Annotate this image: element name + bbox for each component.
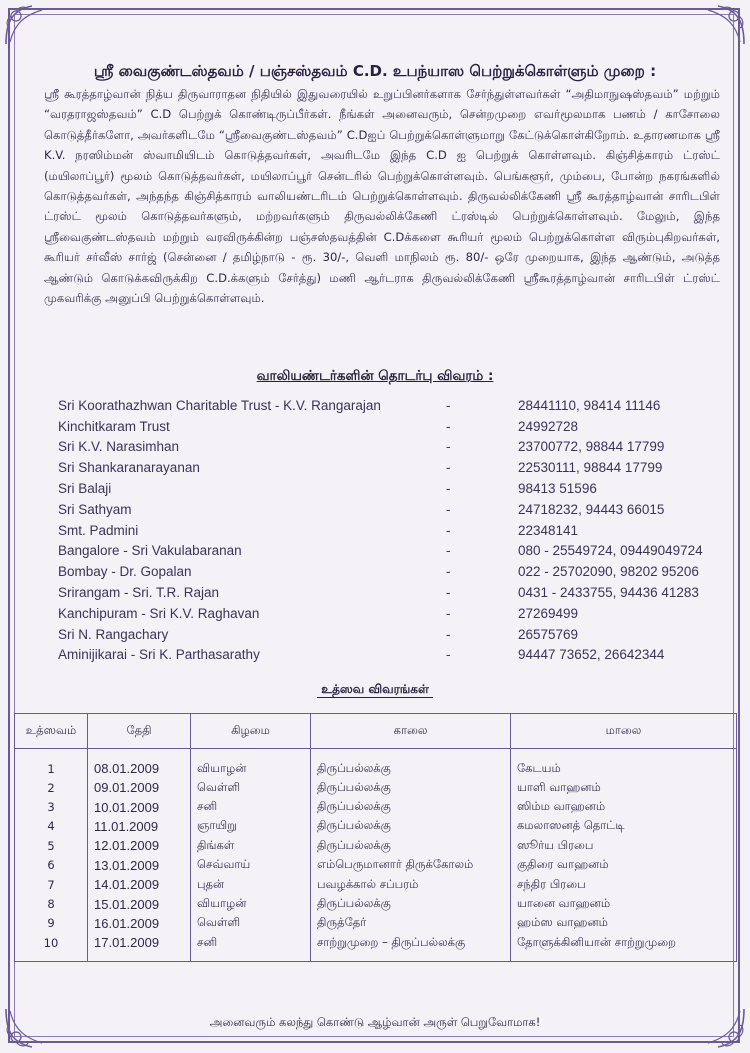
contact-phone: 27269499 bbox=[518, 605, 579, 621]
cell-date: 09.01.2009 bbox=[88, 778, 191, 797]
cell-number: 5 bbox=[15, 836, 88, 855]
cell-day: வெள்ளி bbox=[191, 914, 311, 933]
contact-separator: - bbox=[446, 626, 451, 642]
contact-separator: - bbox=[446, 397, 451, 413]
instructions-paragraph: ஸ்ரீ கூரத்தாழ்வான் நித்ய திருவாராதன நிதியில் இதுவரையில் உறுப்பினர்களாக சேர்ந்துள்ளவர்கள் “அதிமாநுஷஸ்தவம்” மற்றும் “வரதராஜஸ்தவம்” C.D பெற்றுக் கொண்டிருப்பீர்கள். நீங்கள் அனைவரும், சென்றமுறை எவர்மூலமாக பணம் / காசோலை கொடுத்தீர்களோ, அவர்களிடமே “ஸ்ரீவைகுண்டஸ்தவம்” C.Dஐப் பெற்றுக்கொள்ளுமாறு கேட்டுக்கொள்கிறோம். உதாரணமாக ஸ்ரீ K.V. நரஸிம்மன் ஸ்வாமியிடம் கொடுத்தவர்கள், அவரிடமே இந்த C.D ஐ பெற்றுக் கொள்ளவும். கிஞ்சித்காரம் ட்ரஸ்ட் (மயிலாப்பூர்) மூலம் கொடுத்தவர்கள், மயிலாப்பூர் சென்டரில் பெற்றுக்கொள்ளவும். பெங்களூர், மும்பை, போன்ற நகரங்களில் கொடுத்தவர்கள், அந்தந்த கிஞ்சித்காரம் வாலியண்டரிடம் பெற்றுக்கொள்ளவும். திருவல்லிக்கேணி ஸ்ரீ கூரத்தாழ்வான் சாரிடபிள் ட்ரஸ்ட் மூலம் கொடுத்தவர்களும், மற்றவர்களும் திருவல்லிக்கேணி ட்ரஸ்டில் பெற்றுக்கொள்ளவும். மேலும், இந்த ஸ்ரீவைகுண்டஸ்தவம் மற்றும் வரவிருக்கின்ற பஞ்சஸ்தவத்தின் C.Dக்களை கூரியர் மூலம் பெற்றுக்கொள்ள விரும்புகிறவர்கள், கூரியர் சர்வீஸ் சார்ஜ் (சென்னை / தமிழ்நாடு - ரூ. 30/-, வெளி மாநிலம் ரூ. 80/- ஒரே முறையாக, இந்த ஆண்டும், அடுத்த ஆண்டும் கொடுக்கவிருக்கிற C.D.க்களும் சேர்த்து) மணி ஆர்டராக திருவல்லிக்கேணி ஸ்ரீகூரத்தாழ்வான் சாரிடபிள் ட்ரஸ்ட் முகவரிக்கு அனுப்பி பெற்றுக்கொள்ளவும். bbox=[44, 87, 720, 306]
table-header-row bbox=[15, 714, 737, 749]
contacts-heading: வாலியண்டர்களின் தொடர்பு விவரம் : bbox=[256, 368, 494, 384]
contact-phone: 28441110, 98414 11146 bbox=[518, 397, 661, 413]
contact-row bbox=[58, 603, 718, 624]
cell-morning: எம்பெருமானார் திருக்கோலம் bbox=[311, 856, 511, 875]
cell-morning: திருப்பல்லக்கு bbox=[311, 836, 511, 855]
table-row bbox=[15, 797, 737, 816]
table-row bbox=[15, 914, 737, 933]
contact-name: Sri Shankaranarayanan bbox=[58, 460, 200, 476]
contact-name: Kanchipuram - Sri K.V. Raghavan bbox=[58, 605, 260, 621]
contact-phone: 98413 51596 bbox=[518, 481, 597, 497]
cell-evening: கேடயம் bbox=[511, 749, 737, 779]
column-header-day: கிழமை bbox=[191, 714, 311, 749]
contact-phone: 26575769 bbox=[518, 626, 579, 642]
cell-morning: பவழக்கால் சப்பரம் bbox=[311, 875, 511, 894]
cell-date: 17.01.2009 bbox=[88, 933, 191, 961]
cell-day: சனி bbox=[191, 933, 311, 961]
column-header-morning: காலை bbox=[311, 714, 511, 749]
cell-morning: திருப்பல்லக்கு bbox=[311, 778, 511, 797]
events-table bbox=[14, 713, 737, 962]
contact-row bbox=[58, 416, 718, 437]
contact-separator: - bbox=[446, 501, 451, 517]
page-title: ஸ்ரீ வைகுண்டஸ்தவம் / பஞ்சஸ்தவம் C.D. உபந்யாஸ பெற்றுக்கொள்ளும் முறை : bbox=[93, 62, 657, 80]
cell-evening: யாளி வாஹனம் bbox=[511, 778, 737, 797]
cell-day: திங்கள் bbox=[191, 836, 311, 855]
contact-separator: - bbox=[446, 418, 451, 434]
cell-number: 2 bbox=[15, 778, 88, 797]
cell-evening: சந்திர பிரபை bbox=[511, 875, 737, 894]
table-row bbox=[15, 778, 737, 797]
contact-separator: - bbox=[446, 460, 451, 476]
cell-number: 10 bbox=[15, 933, 88, 961]
cell-date: 11.01.2009 bbox=[88, 817, 191, 836]
footer-blessing: அனைவரும் கலந்து கொண்டு ஆழ்வான் அருள் பெறுவோமாக! bbox=[209, 1015, 541, 1029]
cell-day: ஞாயிறு bbox=[191, 817, 311, 836]
contact-separator: - bbox=[446, 647, 451, 663]
contact-name: Bombay - Dr. Gopalan bbox=[58, 564, 192, 580]
contact-phone: 22530111, 98844 17799 bbox=[518, 460, 663, 476]
table-row bbox=[15, 836, 737, 855]
contact-row bbox=[58, 499, 718, 520]
cell-morning: திருப்பல்லக்கு bbox=[311, 817, 511, 836]
contact-separator: - bbox=[446, 439, 451, 455]
table-row bbox=[15, 817, 737, 836]
cell-morning: திருப்பல்லக்கு bbox=[311, 797, 511, 816]
floral-corner-ornament-icon bbox=[2, 2, 48, 48]
contact-separator: - bbox=[446, 543, 451, 559]
contact-name: Sri K.V. Narasimhan bbox=[58, 439, 180, 455]
contacts-list bbox=[58, 395, 718, 665]
cell-number: 3 bbox=[15, 797, 88, 816]
cell-number: 4 bbox=[15, 817, 88, 836]
column-header-utsavam: உத்ஸவம் bbox=[15, 714, 88, 749]
cell-number: 6 bbox=[15, 856, 88, 875]
contact-separator: - bbox=[446, 605, 451, 621]
contact-name: Smt. Padmini bbox=[58, 522, 139, 538]
contact-row bbox=[58, 437, 718, 458]
table-row bbox=[15, 933, 737, 961]
contact-name: Sri Koorathazhwan Charitable Trust - K.V. Rangarajan bbox=[58, 397, 381, 413]
cell-date: 15.01.2009 bbox=[88, 894, 191, 913]
contact-phone: 94447 73652, 26642344 bbox=[518, 647, 665, 663]
cell-number: 7 bbox=[15, 875, 88, 894]
cell-evening: குதிரை வாஹனம் bbox=[511, 856, 737, 875]
cell-evening: ஸிம்ம வாஹனம் bbox=[511, 797, 737, 816]
contact-name: Bangalore - Sri Vakulabaranan bbox=[58, 543, 242, 559]
contact-row bbox=[58, 520, 718, 541]
cell-day: செவ்வாய் bbox=[191, 856, 311, 875]
contact-phone: 23700772, 98844 17799 bbox=[518, 439, 665, 455]
contact-phone: 24718232, 94443 66015 bbox=[518, 501, 665, 517]
cell-evening: ஸூர்ய பிரபை bbox=[511, 836, 737, 855]
events-heading: உத்ஸவ விவரங்கள் bbox=[317, 682, 433, 698]
contact-separator: - bbox=[446, 585, 451, 601]
cell-date: 13.01.2009 bbox=[88, 856, 191, 875]
contact-phone: 24992728 bbox=[518, 418, 579, 434]
table-row bbox=[15, 875, 737, 894]
cell-date: 08.01.2009 bbox=[88, 749, 191, 779]
contact-phone: 022 - 25702090, 98202 95206 bbox=[518, 564, 699, 580]
contact-row bbox=[58, 561, 718, 582]
contact-row bbox=[58, 478, 718, 499]
cell-morning: திருப்பல்லக்கு bbox=[311, 894, 511, 913]
cell-date: 16.01.2009 bbox=[88, 914, 191, 933]
table-row bbox=[15, 749, 737, 779]
cell-evening: ஹம்ஸ வாஹனம் bbox=[511, 914, 737, 933]
cell-evening: யானை வாஹனம் bbox=[511, 894, 737, 913]
cell-number: 1 bbox=[15, 749, 88, 779]
contact-phone: 080 - 25549724, 09449049724 bbox=[518, 543, 703, 559]
cell-morning: திருத்தேர் bbox=[311, 914, 511, 933]
contact-row bbox=[58, 541, 718, 562]
cell-day: வெள்ளி bbox=[191, 778, 311, 797]
cell-day: வியாழன் bbox=[191, 894, 311, 913]
cell-evening: தோளுக்கினியான் சாற்றுமுறை bbox=[511, 933, 737, 961]
contact-name: Kinchitkaram Trust bbox=[58, 418, 170, 434]
contact-name: Sri Sathyam bbox=[58, 501, 132, 517]
events-heading-wrapper bbox=[0, 682, 750, 698]
contact-separator: - bbox=[446, 564, 451, 580]
cell-morning: திருப்பல்லக்கு bbox=[311, 749, 511, 779]
cell-date: 14.01.2009 bbox=[88, 875, 191, 894]
column-header-date: தேதி bbox=[88, 714, 191, 749]
table-row bbox=[15, 894, 737, 913]
contact-name: Sri N. Rangachary bbox=[58, 626, 169, 642]
cell-number: 9 bbox=[15, 914, 88, 933]
cell-date: 10.01.2009 bbox=[88, 797, 191, 816]
cell-day: சனி bbox=[191, 797, 311, 816]
contact-name: Sri Balaji bbox=[58, 481, 112, 497]
contact-row bbox=[58, 457, 718, 478]
column-header-evening: மாலை bbox=[511, 714, 737, 749]
floral-corner-ornament-icon bbox=[702, 2, 748, 48]
contact-row bbox=[58, 645, 718, 666]
contact-phone: 22348141 bbox=[518, 522, 579, 538]
cell-day: புதன் bbox=[191, 875, 311, 894]
contact-name: Srirangam - Sri. T.R. Rajan bbox=[58, 585, 220, 601]
cell-evening: கமலாஸனத் தொட்டி bbox=[511, 817, 737, 836]
contact-row bbox=[58, 582, 718, 603]
cell-date: 12.01.2009 bbox=[88, 836, 191, 855]
table-row bbox=[15, 856, 737, 875]
cell-number: 8 bbox=[15, 894, 88, 913]
contact-row bbox=[58, 395, 718, 416]
cell-morning: சாற்றுமுறை – திருப்பல்லக்கு bbox=[311, 933, 511, 961]
contact-separator: - bbox=[446, 522, 451, 538]
contact-name: Aminijikarai - Sri K. Parthasarathy bbox=[58, 647, 260, 663]
cell-day: வியாழன் bbox=[191, 749, 311, 779]
contact-separator: - bbox=[446, 481, 451, 497]
contact-phone: 0431 - 2433755, 94436 41283 bbox=[518, 585, 699, 601]
contact-row bbox=[58, 624, 718, 645]
